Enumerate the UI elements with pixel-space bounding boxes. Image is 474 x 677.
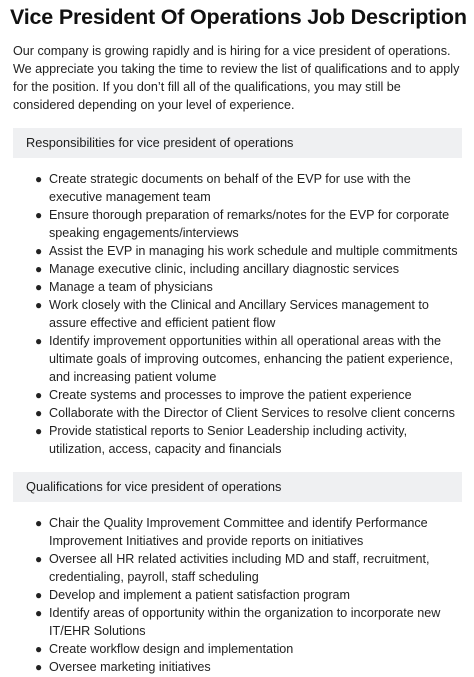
bullet-icon: ● — [35, 172, 43, 186]
responsibilities-header: Responsibilities for vice president of operations — [13, 128, 462, 158]
bullet-icon: ● — [35, 424, 43, 438]
list-item-text: Create workflow design and implementation — [49, 642, 294, 656]
list-item-text: Ensure thorough preparation of remarks/notes for the EVP for corporate speaking engagements/interviews — [49, 208, 450, 240]
intro-paragraph: Our company is growing rapidly and is hiring for a vice president of operations. We appreciate you taking the time to review the list of qualifications and to apply for the position. If you don’t fill all of the qualifications, you may still be considered depending on your level of experience. — [13, 44, 460, 112]
bullet-icon: ● — [35, 516, 43, 530]
list-item-text: Create strategic documents on behalf of the EVP for use with the executive management team — [49, 172, 411, 204]
list-item — [35, 206, 462, 242]
list-item — [35, 278, 462, 296]
bullet-icon: ● — [35, 334, 43, 348]
bullet-icon: ● — [35, 642, 43, 656]
list-item — [35, 170, 462, 206]
bullet-icon: ● — [35, 606, 43, 620]
bullet-icon: ● — [35, 406, 43, 420]
page-title: Vice President Of Operations Job Description — [10, 5, 467, 29]
list-item — [35, 296, 462, 332]
list-item-text: Identify areas of opportunity within the organization to incorporate new IT/EHR Solutions — [49, 606, 441, 638]
list-item — [35, 260, 462, 278]
list-item-text: Manage executive clinic, including ancillary diagnostic services — [49, 262, 399, 276]
list-item-text: Collaborate with the Director of Client Services to resolve client concerns — [49, 406, 455, 420]
list-item — [35, 422, 462, 458]
bullet-icon: ● — [35, 660, 43, 674]
list-item-text: Provide statistical reports to Senior Leadership including activity, utilization, access, capacity and financials — [49, 424, 408, 456]
qualifications-header: Qualifications for vice president of operations — [13, 472, 462, 502]
responsibilities-list — [10, 170, 462, 458]
list-item — [35, 640, 462, 658]
list-item — [35, 386, 462, 404]
list-item — [35, 658, 462, 676]
list-item — [35, 514, 462, 550]
list-item-text: Work closely with the Clinical and Ancillary Services management to assure effective and efficient patient flow — [49, 298, 429, 330]
list-item-text: Oversee all HR related activities including MD and staff, recruitment, credentialing, payroll, staff scheduling — [49, 552, 430, 584]
list-item — [35, 242, 462, 260]
list-item-text: Create systems and processes to improve the patient experience — [49, 388, 412, 402]
list-item — [35, 550, 462, 586]
bullet-icon: ● — [35, 388, 43, 402]
bullet-icon: ● — [35, 262, 43, 276]
bullet-icon: ● — [35, 298, 43, 312]
list-item-text: Manage a team of physicians — [49, 280, 213, 294]
bullet-icon: ● — [35, 208, 43, 222]
list-item-text: Identify improvement opportunities within all operational areas with the ultimate goals of improving outcomes, enhancing the patient experience, and increasing patient volume — [49, 334, 453, 384]
qualifications-list — [10, 514, 462, 676]
bullet-icon: ● — [35, 552, 43, 566]
bullet-icon: ● — [35, 244, 43, 258]
list-item — [35, 604, 462, 640]
list-item-text: Oversee marketing initiatives — [49, 660, 211, 674]
list-item-text: Develop and implement a patient satisfaction program — [49, 588, 351, 602]
list-item-text: Assist the EVP in managing his work schedule and multiple commitments — [49, 244, 458, 258]
list-item — [35, 332, 462, 386]
list-item — [35, 586, 462, 604]
list-item — [35, 404, 462, 422]
list-item-text: Chair the Quality Improvement Committee and identify Performance Improvement Initiatives and provide reports on initiatives — [49, 516, 428, 548]
bullet-icon: ● — [35, 280, 43, 294]
bullet-icon: ● — [35, 588, 43, 602]
